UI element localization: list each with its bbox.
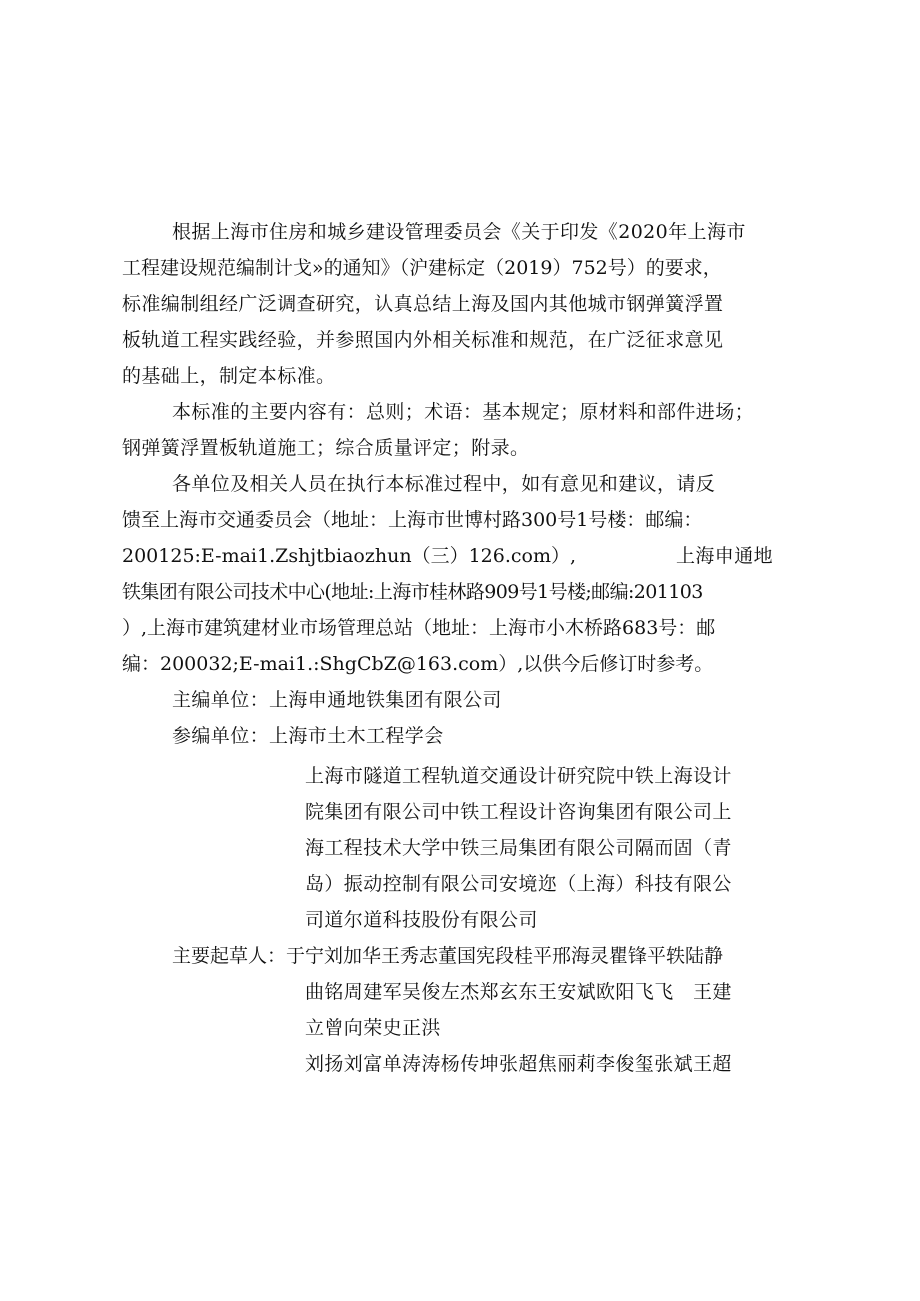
participating-unit-line-2: 院集团有限公司中铁工程设计咨询集团有限公司上: [305, 801, 732, 823]
participating-unit-line-1: 上海市隧道工程轨道交通设计研究院中铁上海设计: [305, 765, 732, 787]
paragraph-3-line-3b: 上海申通地: [676, 545, 774, 567]
paragraph-3-line-5: ）,上海市建筑建材业市场管理总站（地址：上海市小木桥路683号：邮: [122, 617, 716, 639]
paragraph-1-line-3: 标准编制组经广泛调查研究，认真总结上海及国内其他城市钢弹簧浮置: [122, 293, 724, 315]
paragraph-1-line-5: 的基础上，制定本标准。: [122, 365, 336, 387]
drafters-line-2: 曲铭周建军吴俊左杰郑玄东王安斌欧阳飞飞 王建: [305, 981, 732, 1003]
chief-unit: 主编单位：上海申通地铁集团有限公司: [172, 689, 502, 711]
participating-unit-line-3: 海工程技术大学中铁三局集团有限公司隔而固（青: [305, 837, 732, 859]
paragraph-2-line-2: 钢弹簧浮置板轨道施工；综合质量评定；附录。: [122, 437, 530, 459]
participating-unit-line-5: 司道尔道科技股份有限公司: [305, 909, 538, 931]
paragraph-1-line-2: 工程建设规范编制计戈»的通知》（沪建标定（2019）752号）的要求，: [122, 257, 722, 279]
paragraph-3-line-1: 各单位及相关人员在执行本标准过程中，如有意见和建议，请反: [172, 473, 716, 495]
participating-unit-line-4: 岛）振动控制有限公司安境迩（上海）科技有限公: [305, 873, 732, 895]
drafters-line-3: 立曾向荣史正洪: [305, 1017, 441, 1039]
paragraph-3-line-4: 铁集团有限公司技术中心(地址:上海市桂林路909号1号楼;邮编:201103: [122, 581, 703, 603]
paragraph-3-line-6: 编：200032;E-mai1.:ShgCbZ@163.com）,以供今后修订时参考。: [122, 653, 714, 675]
paragraph-3-line-2: 馈至上海市交通委员会（地址：上海市世博村路300号1号楼：邮编：: [122, 509, 703, 531]
participating-units-label: 参编单位：上海市土木工程学会: [172, 725, 444, 747]
drafters-line-4: 刘扬刘富单涛涛杨传坤张超焦丽莉李俊玺张斌王超: [305, 1053, 732, 1075]
paragraph-1-line-4: 板轨道工程实践经验，并参照国内外相关标准和规范，在广泛征求意见: [122, 329, 724, 351]
paragraph-3-line-3a: 200125:E-mai1.Zshjtbiaozhun（三）126.com）,: [122, 545, 577, 567]
paragraph-1-line-1: 根据上海市住房和城乡建设管理委员会《关于印发《2020年上海市: [172, 221, 746, 243]
paragraph-2-line-1: 本标准的主要内容有：总则；术语：基本规定；原材料和部件进场；: [172, 401, 755, 423]
drafters-label-line: 主要起草人：于宁刘加华王秀志董国宪段桂平邢海灵瞿锋平轶陆静: [172, 945, 724, 967]
